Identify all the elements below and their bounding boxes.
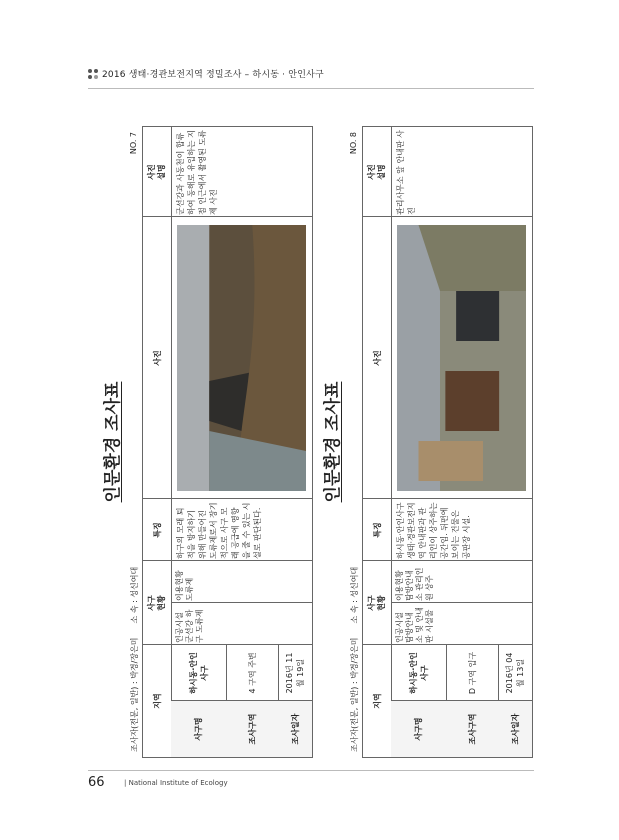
facility-row — [395, 605, 528, 643]
form-title: 인문환경 조사표 — [323, 381, 343, 503]
usage-key: 이용현황 — [175, 570, 184, 601]
survey-area-value: 4 구역 주변 — [247, 652, 257, 694]
photo-desc-label: 사진 설명 — [147, 164, 166, 180]
survey-date-value: 2016년 04월 13일 — [505, 652, 525, 694]
breakwater-photo — [177, 225, 306, 491]
survey-date-value: 2016년 11월 19일 — [285, 652, 305, 694]
form-title: 인문환경 조사표 — [103, 381, 123, 503]
survey-date-header: 조사일자 — [498, 701, 532, 757]
feature-text: 하시동·안인사구 생태·경관보전지역 안내판과 관리인이 상주하는 공간임. 뒤편에 보이는 건물은 공판장 시설. — [396, 502, 471, 559]
dune-name-header: 사구명 — [171, 701, 226, 757]
form-meta — [349, 132, 360, 752]
header-title: 2016 생태·경관보전지역 정밀조사 – 하시동 · 안인사구 — [102, 70, 324, 80]
facility-key: 인공시설 — [395, 612, 404, 643]
form-number: NO. 8 — [349, 132, 358, 155]
photo-desc-text: 관리사무소 앞 안내판 사진 — [396, 130, 416, 215]
dune-name-value: 하시동·안인사구 — [408, 652, 429, 694]
usage-key: 이용현황 — [395, 570, 404, 601]
feature-label: 특징 — [152, 522, 162, 538]
institution-name: | National Institute of Ecology — [124, 779, 228, 787]
form-meta — [129, 132, 140, 752]
surveyor: 조사자(전문, 일반) : 박경/장은미 — [350, 637, 359, 752]
form-number: NO. 7 — [129, 132, 138, 155]
status-label: 사구 현황 — [367, 595, 386, 611]
photo-desc-text: 군선강과 사동천이 합류하여 동해로 유입하는 지점 인근에서 촬영된 도류제 사진 — [176, 130, 218, 215]
status-label: 사구 현황 — [147, 595, 166, 611]
feature-text: 하구의 모래 퇴적을 방지하기 위해 만들어진 도류제로서 장기적으로 사구 모래 공급에 영향을 줄 수 있는 시설로 판단된다. — [176, 502, 262, 559]
survey-date-header: 조사일자 — [278, 701, 312, 757]
facility-value: 군선강 하구 도류제 — [185, 609, 204, 643]
header-dots-icon — [88, 69, 98, 79]
photo-label: 사진 — [372, 350, 382, 366]
survey-table — [142, 126, 313, 758]
survey-area-header: 조사구역 — [446, 701, 498, 757]
page-number: 66 — [88, 775, 105, 790]
region-label: 지역 — [152, 693, 162, 709]
running-header — [88, 66, 534, 84]
feature-label: 특징 — [372, 522, 382, 538]
facility-value: 탐방안내소 및 안내판 시설물 — [405, 607, 434, 643]
survey-form-no8 — [318, 126, 533, 758]
usage-value: 도류제 — [185, 577, 194, 601]
survey-table — [362, 126, 533, 758]
survey-area-value: D 구역 입구 — [467, 651, 477, 695]
footer-rule — [88, 770, 534, 771]
header-rule — [88, 88, 534, 89]
facility-row — [175, 605, 308, 643]
surveyor: 조사자(전문, 일반) : 박경/장은미 — [130, 637, 139, 752]
affiliation: 소 속 : 성신여대 — [130, 566, 139, 624]
dune-name-value: 하시동·안인사구 — [188, 652, 209, 694]
usage-row — [395, 563, 528, 601]
photo-label: 사진 — [152, 350, 162, 366]
usage-row — [175, 563, 308, 601]
region-label: 지역 — [372, 693, 382, 709]
photo-desc-label: 사진 설명 — [367, 164, 386, 180]
survey-area-header: 조사구역 — [226, 701, 278, 757]
survey-form-no7 — [98, 126, 313, 758]
affiliation: 소 속 : 성신여대 — [350, 566, 359, 624]
visitor-center-photo — [397, 225, 526, 491]
usage-value: 탐방안내소 관리인원 상주 — [405, 567, 434, 601]
facility-key: 인공시설 — [175, 612, 184, 643]
dune-name-header: 사구명 — [391, 701, 446, 757]
